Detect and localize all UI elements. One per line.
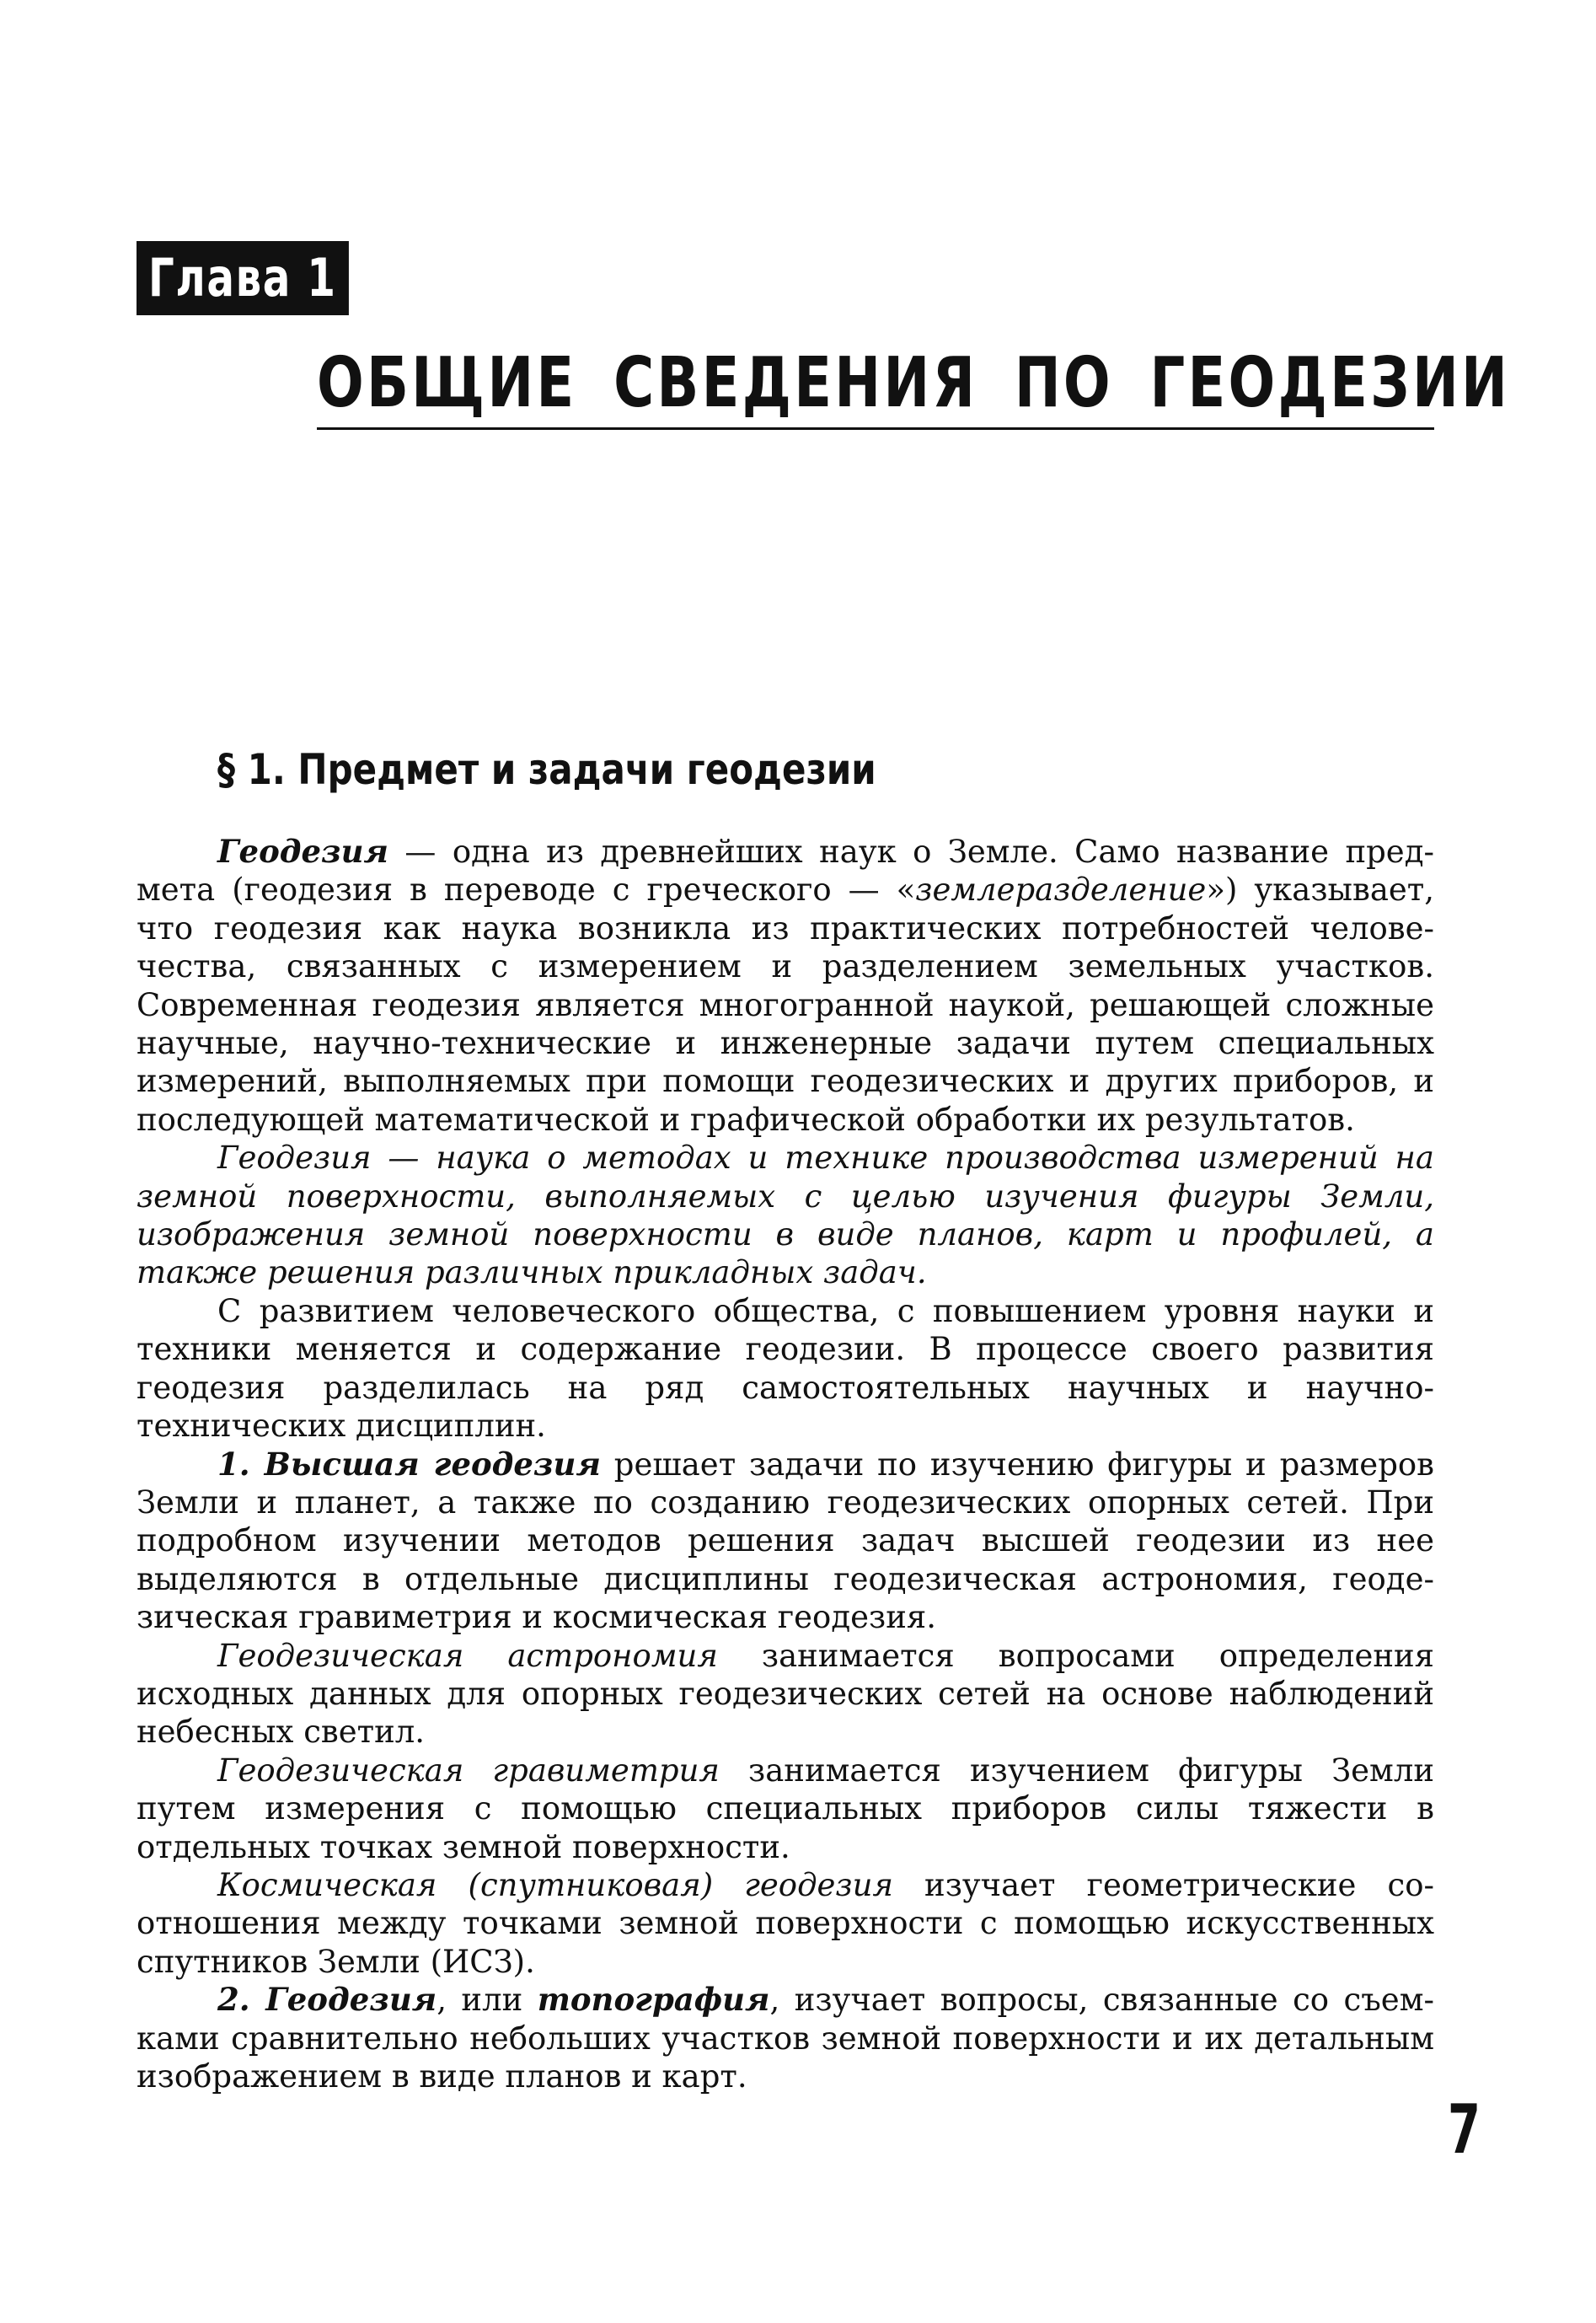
paragraph-8-mid: , или xyxy=(436,1982,538,2019)
paragraph-6-text: занимается изучением фигуры Земли путем измерения с помощью специальных приборов силы тяжести в отдельных точках земной поверхности. xyxy=(137,1752,1434,1865)
paragraph-3: С развитием человеческого общества, с повышением уровня науки и техники меняется и содержание геодезии. В процессе своего развития геодезия разделилась на ряд самостоятельных научных и научно-технических дисциплин. xyxy=(137,1292,1434,1445)
chapter-title-rule xyxy=(317,427,1434,430)
paragraph-2 xyxy=(137,1139,1434,1292)
term-translation: землеразделение xyxy=(915,872,1207,909)
term-higher-geodesy: 1. Высшая геодезия xyxy=(217,1445,601,1483)
chapter-label: Глава 1 xyxy=(137,241,349,315)
paragraph-8-text: , изучает вопросы, связанные со съемками сравнительно небольших участков земной поверхности и их детальным изображением в виде планов и карт. xyxy=(137,1982,1434,2095)
paragraph-6 xyxy=(137,1752,1434,1866)
paragraph-4-text: решает задачи по изучению фигуры и размеров Земли и планет, а также по созданию геодезических опорных сетей. При подробном изучении методов решения задач высшей геодезии из нее выделяются в отдельные дисциплины геодезическая астрономия, геодезическая гравиметрия и космическая геодезия. xyxy=(137,1446,1434,1636)
page-number: 7 xyxy=(1448,2090,1481,2169)
term-topography: топография xyxy=(537,1981,770,2019)
paragraph-7 xyxy=(137,1866,1434,1981)
term-geodetic-gravimetry: Геодезическая гравиметрия xyxy=(217,1752,720,1789)
body-text xyxy=(137,833,1434,2095)
term-geodesy: Геодезия xyxy=(217,833,388,870)
paragraph-4 xyxy=(137,1446,1434,1637)
paragraph-5-text: занимается вопросами определения исходных данных для опорных геодезических сетей на основе наблюдений небесных светил. xyxy=(137,1637,1434,1751)
paragraph-5 xyxy=(137,1637,1434,1752)
definition-text: Геодезия — наука о методах и технике производства измерений на земной поверхности, выполняемых с целью изучения фигуры Земли, изображения земной поверхности в виде планов, карт и профилей, а также решения различных прикладных задач. xyxy=(137,1140,1434,1291)
paragraph-1 xyxy=(137,833,1434,1139)
paragraph-7-text: изучает геометрические соотношения между точками земной поверхности с помощью искусственных спутников Земли (ИСЗ). xyxy=(137,1866,1435,1980)
paragraph-1-text-b: ») указывает, что геодезия как наука возникла из практических потребностей человечества, связанных с измерением и разделением земельных участков. Современная геодезия является многогранной наукой, решающей сложные научные, научно-технические и инженерные задачи путем специальных измерений, выполняемых при помощи геодезических и других приборов, и последующей математической и графической обработки их результатов. xyxy=(137,872,1434,1138)
paragraph-8 xyxy=(137,1981,1434,2095)
paragraph-1-text-a: — одна из древнейших наук о Земле. Само название предмета (геодезия в переводе с греческого — « xyxy=(137,834,1434,909)
section-heading: § 1. Предмет и задачи геодезии xyxy=(217,745,876,794)
term-geodetic-astronomy: Геодезическая астрономия xyxy=(217,1637,718,1674)
chapter-title: ОБЩИЕ СВЕДЕНИЯ ПО ГЕОДЕЗИИ xyxy=(317,343,1511,423)
term-geodesy-2: 2. Геодезия xyxy=(217,1981,437,2019)
term-space-geodesy: Космическая (спутниковая) геодезия xyxy=(217,1866,893,1903)
